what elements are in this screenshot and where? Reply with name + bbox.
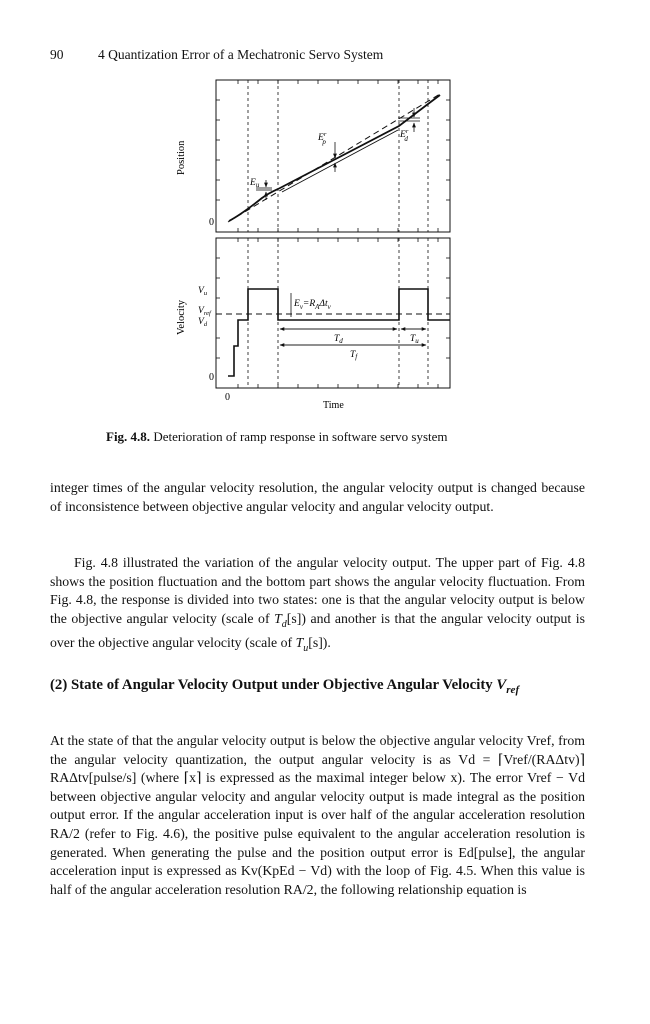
svg-text:Ev=RAΔtv: $E_v=R_A\Delta t_v$	[294, 299, 331, 311]
svg-text:Tf: $T_f$	[350, 350, 358, 361]
caption-text: Deterioration of ramp response in software servo system	[150, 429, 448, 444]
caption-label: Fig. 4.8.	[106, 429, 151, 444]
position-panel	[176, 80, 450, 232]
velocity-zero: 0	[209, 372, 214, 383]
svg-text:Tu: $T_u$	[410, 334, 419, 345]
velocity-axis-label: Velocity	[176, 300, 187, 335]
position-axis-label: Position	[176, 140, 187, 175]
figure-caption	[106, 429, 448, 445]
paragraph-3: At the state of that the angular velocity output is below the objective angular velocity Vref, from the angular velocity quantization, the output angular velocity is as Vd = ⌈Vref/(RAΔtv)⌉RAΔtv[pulse/s] (where ⌈x⌉ is expressed as the maximal integer below x). The error Vref − Vd between objective angular velocity and angular velocity output is made integral as the position output error. If the angular acceleration input is over half of the angular acceleration resolution RA/2 (refer to Fig. 4.6), the positive pulse equivalent to the angular acceleration resolution is generated. When generating the pulse and the position output error is Ed[pulse], the angular acceleration input is expressed as Kv(KpEd − Vd) with the loop of Fig. 4.5. When this value is half of the angular acceleration resolution RA/2, the following relationship equation is	[50, 733, 585, 897]
running-title: 4 Quantization Error of a Mechatronic Servo System	[98, 47, 384, 62]
svg-text:Vd: $V_d$	[198, 317, 208, 328]
paragraph-2: Fig. 4.8 illustrated the variation of the angular velocity output. The upper part of Fig. 4.8 shows the position fluctuation and the bottom part shows the angular velocity fluctuation. From Fig. 4.8, the response is divided into two states: one is that the angular velocity output is below the objective angular velocity (scale of $T_d[s]$) and another is that the angular velocity output is over the objective angular velocity (scale of $T_u[s]$).	[50, 555, 585, 654]
svg-text:Eu: $E_u$	[250, 178, 260, 189]
velocity-panel	[176, 238, 450, 411]
svg-text:Erd: $E^r$ d	[400, 128, 409, 143]
figure-4-8	[0, 0, 650, 420]
time-zero: 0	[225, 392, 230, 403]
position-zero: 0	[209, 217, 214, 228]
velocity-response	[228, 289, 450, 376]
svg-text:Vu: $V_u$	[198, 286, 208, 297]
time-axis-label: Time	[323, 400, 344, 411]
reference-ramp	[228, 94, 440, 222]
svg-text:Td: $T_d$	[334, 334, 343, 345]
paragraph-1: integer times of the angular velocity resolution, the angular velocity output is changed because of inconsistence between objective angular velocity and angular velocity output.	[50, 480, 585, 514]
svg-text:Vref: $V_{ref}$	[198, 306, 211, 317]
section-heading: (2) State of Angular Velocity Output under Objective Angular Velocity $V_{ref}$	[50, 677, 520, 696]
page-number: 90	[50, 47, 64, 62]
svg-text:Erp: $E^r$ p	[318, 131, 327, 146]
